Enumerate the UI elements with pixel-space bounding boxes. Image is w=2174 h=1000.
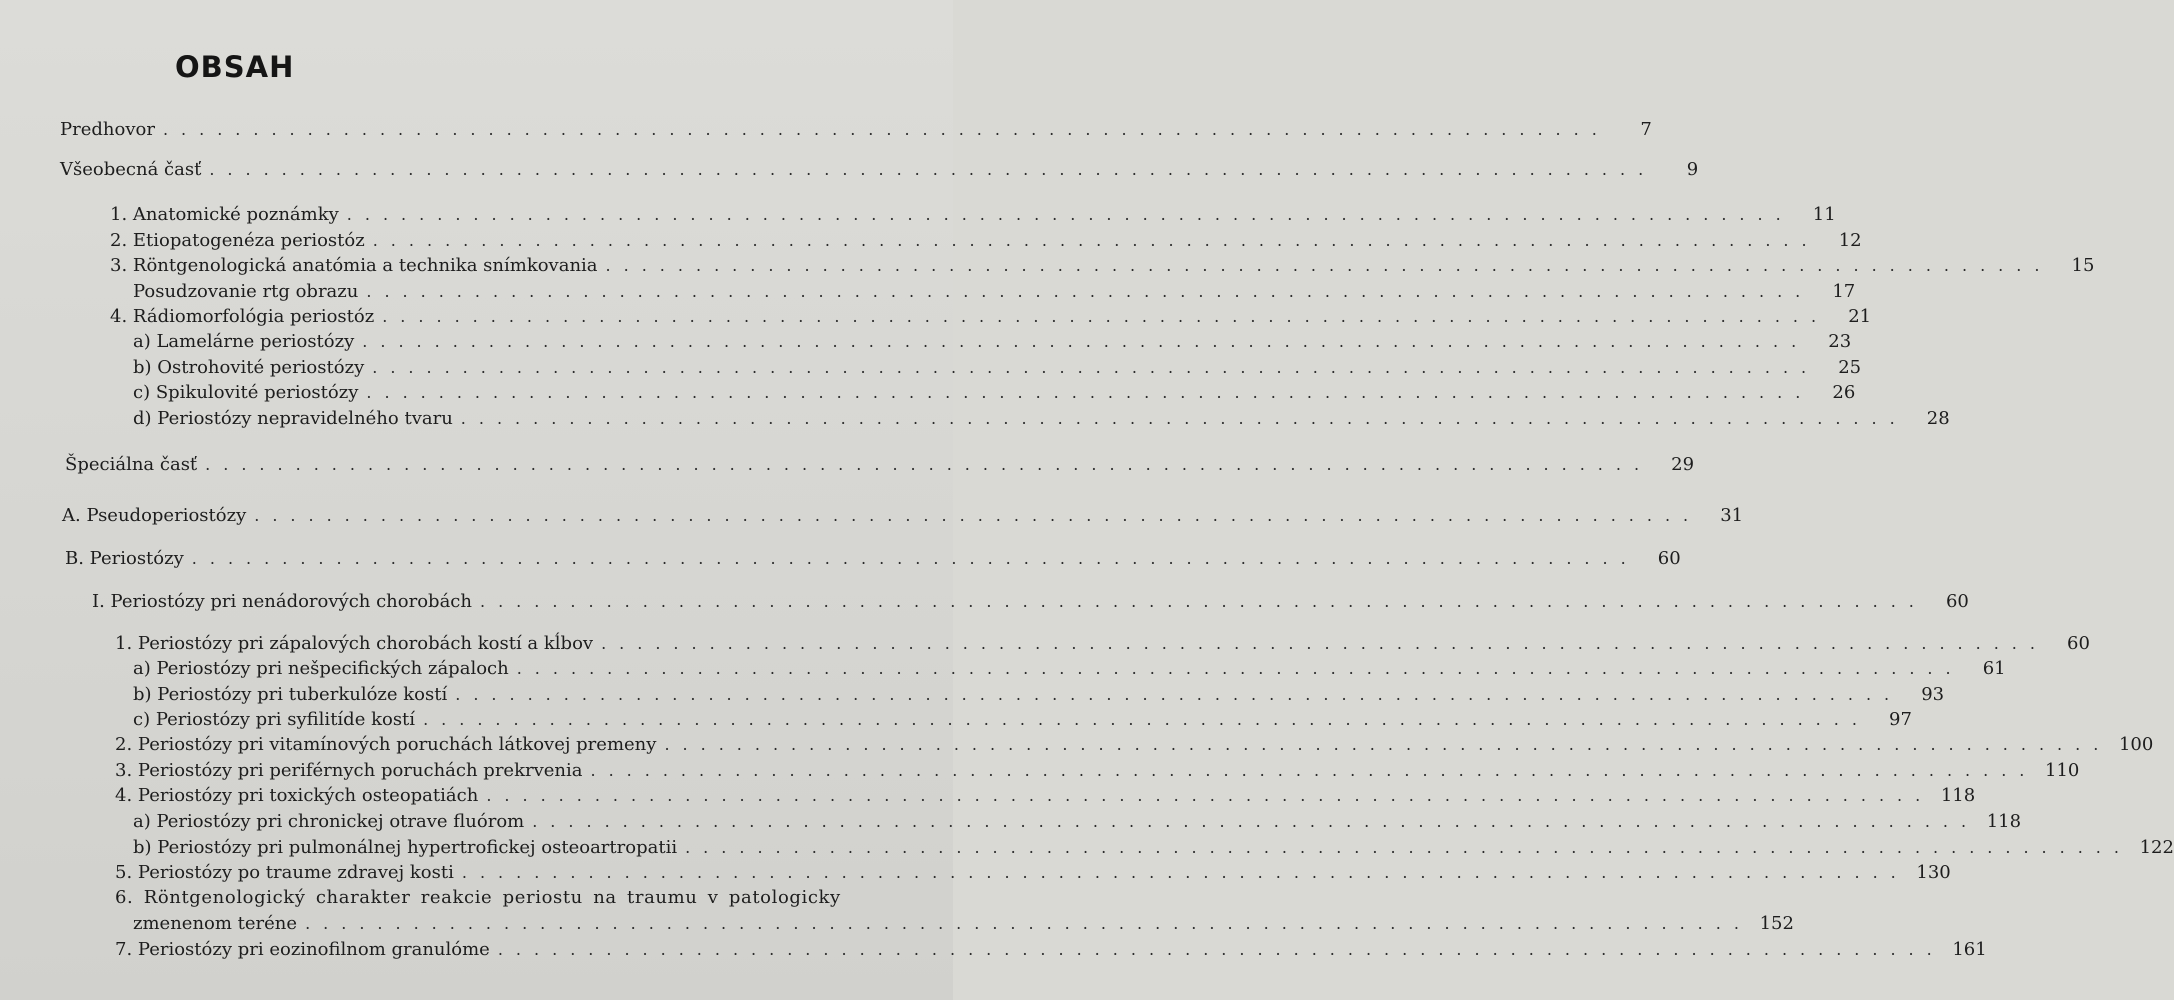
- leader-dots: ................................................................................: [664, 735, 2112, 754]
- toc-entry: [0, 203, 1836, 227]
- toc-entry-label: b) Periostózy pri pulmonálnej hypertrofickej osteoartropatii: [133, 837, 678, 858]
- leader-dots: ................................................................................: [346, 205, 1794, 224]
- toc-entry-page: 118: [1940, 785, 1976, 806]
- toc-entry-page: 11: [1812, 204, 1836, 225]
- toc-entry: [0, 886, 953, 910]
- toc-entry-page: 60: [1945, 591, 1969, 612]
- toc-entry-page: 7: [1640, 119, 1652, 140]
- toc-entry: [0, 938, 1987, 962]
- toc-entry: [0, 657, 2006, 681]
- toc-entry-label: 4. Periostózy pri toxických osteopatiách: [115, 785, 479, 806]
- toc-entry-label: c) Spikulovité periostózy: [133, 382, 359, 403]
- toc-entry-page: 110: [2045, 760, 2080, 781]
- toc-entry: [0, 158, 1699, 182]
- toc-entry-label: b) Ostrohovité periostózy: [133, 357, 365, 378]
- toc-entry-label: 2. Periostózy pri vitamínových poruchách látkovej premeny: [115, 734, 657, 755]
- leader-dots: ................................................................................: [382, 307, 1830, 326]
- toc-entry-page: 9: [1686, 159, 1699, 180]
- leader-dots: ................................................................................: [366, 383, 1814, 402]
- leader-dots: ................................................................................: [601, 634, 2048, 653]
- page-title: OBSAH: [175, 50, 295, 84]
- toc-entry-page: 17: [1832, 281, 1856, 302]
- toc-entry-label: 5. Periostózy po traume zdravej kosti: [115, 862, 454, 883]
- toc-entry: [0, 118, 1652, 142]
- toc-entry: [0, 810, 2022, 834]
- toc-entry-label: Posudzovanie rtg obrazu: [133, 281, 359, 302]
- toc-entry-page: 122: [2139, 837, 2174, 858]
- toc-entry: [0, 356, 1862, 380]
- toc-entry-page: 93: [1921, 684, 1945, 705]
- toc-entry-label: zmenenom teréne: [133, 913, 298, 934]
- leader-dots: ................................................................................: [254, 506, 1702, 525]
- toc-entry-label: a) Lamelárne periostózy: [133, 331, 355, 352]
- leader-dots: ................................................................................: [532, 812, 1980, 831]
- toc-entry: [0, 453, 1695, 477]
- toc-entry-label: 6. Röntgenologický charakter reakcie periostu na traumu v patologicky: [115, 887, 841, 908]
- toc-entry-page: 25: [1838, 357, 1862, 378]
- toc-entry-label: I. Periostózy pri nenádorových chorobách: [92, 591, 472, 612]
- leader-dots: ................................................................................: [497, 940, 1945, 959]
- leader-dots: ................................................................................: [590, 761, 2038, 780]
- leader-dots: ................................................................................: [460, 409, 1908, 428]
- toc-entry-page: 60: [1657, 548, 1681, 569]
- toc-entry: [0, 708, 1912, 732]
- toc-entry-label: c) Periostózy pri syfilitíde kostí: [133, 709, 416, 730]
- toc-entry-page: 152: [1759, 913, 1794, 934]
- toc-entry: [0, 632, 2090, 656]
- toc-entry: [0, 407, 1950, 431]
- leader-dots: ................................................................................: [191, 549, 1639, 568]
- leader-dots: ................................................................................: [461, 863, 1909, 882]
- toc-entry-label: b) Periostózy pri tuberkulóze kostí: [133, 684, 448, 705]
- leader-dots: ................................................................................: [516, 659, 1964, 678]
- toc-entry-label: A. Pseudoperiostózy: [62, 505, 247, 526]
- leader-dots: ................................................................................: [423, 710, 1870, 729]
- toc-entry-label: a) Periostózy pri chronickej otrave fluórom: [133, 811, 525, 832]
- toc-entry-label: 1. Anatomické poznámky: [110, 204, 339, 225]
- toc-entry-page: 28: [1926, 408, 1950, 429]
- toc-entry-page: 97: [1889, 709, 1912, 730]
- toc-entry-label: 1. Periostózy pri zápalových chorobách kostí a kĺbov: [115, 633, 594, 654]
- toc-entry-label: Predhovor: [60, 119, 155, 140]
- toc-entry: [0, 504, 1744, 528]
- toc-entry: [0, 229, 1862, 253]
- leader-dots: ................................................................................: [479, 592, 1927, 611]
- toc-entry: [0, 254, 2095, 278]
- leader-dots: ................................................................................: [362, 332, 1810, 351]
- toc-entry-label: Všeobecná časť: [60, 159, 202, 180]
- leader-dots: ................................................................................: [372, 231, 1820, 250]
- toc-entry: [0, 733, 2154, 757]
- toc-entry: [0, 305, 1872, 329]
- toc-entry-label: 2. Etiopatogenéza periostóz: [110, 230, 365, 251]
- leader-dots: ................................................................................: [366, 282, 1814, 301]
- toc-entry-page: 26: [1832, 382, 1856, 403]
- leader-dots: ................................................................................: [486, 786, 1934, 805]
- toc-entry: [0, 784, 1976, 808]
- toc-entry-page: 31: [1720, 505, 1744, 526]
- toc-entry-page: 23: [1828, 331, 1852, 352]
- toc-entry: [0, 759, 2080, 783]
- leader-dots: ................................................................................: [162, 120, 1610, 139]
- toc-entry: [0, 861, 1951, 885]
- leader-dots: ................................................................................: [455, 685, 1903, 704]
- toc-entry-label: d) Periostózy nepravidelného tvaru: [133, 408, 453, 429]
- toc-entry-label: 3. Periostózy pri periférnych poruchách prekrvenia: [115, 760, 583, 781]
- leader-dots: ................................................................................: [205, 455, 1653, 474]
- toc-entry: [0, 381, 1856, 405]
- leader-dots: ................................................................................: [605, 256, 2053, 275]
- toc-entry-page: 130: [1916, 862, 1951, 883]
- leader-dots: ................................................................................: [685, 838, 2132, 857]
- toc-entry-page: 15: [2071, 255, 2095, 276]
- leader-dots: ................................................................................: [209, 160, 1657, 179]
- leader-dots: ................................................................................: [305, 914, 1752, 933]
- toc-entry-page: 60: [2067, 633, 2090, 654]
- toc-entry: [0, 280, 1856, 304]
- leader-dots: ................................................................................: [372, 358, 1820, 377]
- toc-entry: [0, 912, 1794, 936]
- toc-entry-page: 21: [1848, 306, 1872, 327]
- toc-entry: [0, 590, 1969, 614]
- toc-entry-page: 29: [1671, 454, 1695, 475]
- toc-entry-label: a) Periostózy pri nešpecifických zápaloch: [133, 658, 509, 679]
- toc-entry-page: 118: [1986, 811, 2022, 832]
- toc-entry-page: 161: [1952, 939, 1987, 960]
- toc-entry-label: 3. Röntgenologická anatómia a technika snímkovania: [110, 255, 598, 276]
- toc-entry-label: B. Periostózy: [65, 548, 184, 569]
- toc-entry: [0, 683, 1945, 707]
- toc-entry-page: 61: [1982, 658, 2006, 679]
- toc-entry-page: 12: [1838, 230, 1862, 251]
- toc-entry: [0, 547, 1681, 571]
- toc-entry-label: 4. Rádiomorfológia periostóz: [110, 306, 375, 327]
- toc-entry: [0, 330, 1852, 354]
- toc-entry: [0, 836, 2174, 860]
- toc-entry-label: Špeciálna časť: [65, 454, 198, 475]
- toc-entry-label: 7. Periostózy pri eozinofilnom granulóme: [115, 939, 490, 960]
- toc-entry-page: 100: [2118, 734, 2154, 755]
